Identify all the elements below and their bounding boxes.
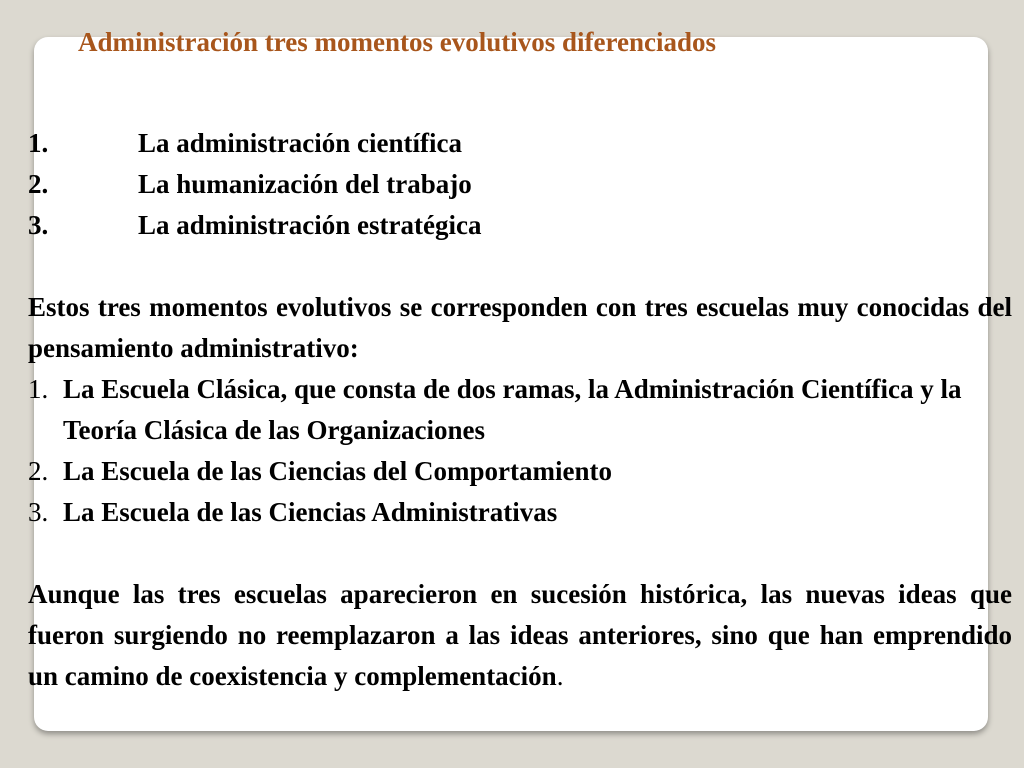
moment-item (28, 164, 1012, 205)
school-item (28, 492, 1012, 533)
moment-text: La humanización del trabajo (138, 169, 472, 199)
moment-number: 3. (28, 210, 49, 240)
moment-number: 1. (28, 128, 49, 158)
school-text: La Escuela de las Ciencias Administrativas (63, 497, 558, 527)
moment-text: La administración estratégica (138, 210, 482, 240)
school-number: 2. (28, 456, 49, 486)
school-number: 3. (28, 497, 49, 527)
moment-number: 2. (28, 169, 49, 199)
school-number: 1. (28, 374, 49, 404)
spacer (28, 533, 1012, 574)
intro-paragraph: Estos tres momentos evolutivos se corresponden con tres escuelas muy conocidas del pensamiento administrativo: (28, 292, 1012, 363)
school-text: La Escuela de las Ciencias del Comportamiento (63, 456, 612, 486)
slide-content (28, 123, 1012, 697)
moment-text: La administración científica (138, 128, 462, 158)
slide-title: Administración tres momentos evolutivos diferenciados (78, 27, 716, 57)
conclusion-paragraph (28, 574, 1012, 697)
spacer (28, 246, 1012, 287)
school-item (28, 369, 1012, 451)
conclusion-text: Aunque las tres escuelas aparecieron en sucesión histórica, las nuevas ideas que fueron surgiendo no reemplazaron a las ideas anteriores, sino que han emprendido un camino de coexistencia y complementación (28, 579, 1012, 691)
school-item (28, 451, 1012, 492)
school-text: La Escuela Clásica, que consta de dos ramas, la Administración Científica y la Teoría Clásica de las Organizaciones (63, 374, 962, 445)
moment-item (28, 123, 1012, 164)
conclusion-period: . (556, 661, 564, 691)
moment-item (28, 205, 1012, 246)
